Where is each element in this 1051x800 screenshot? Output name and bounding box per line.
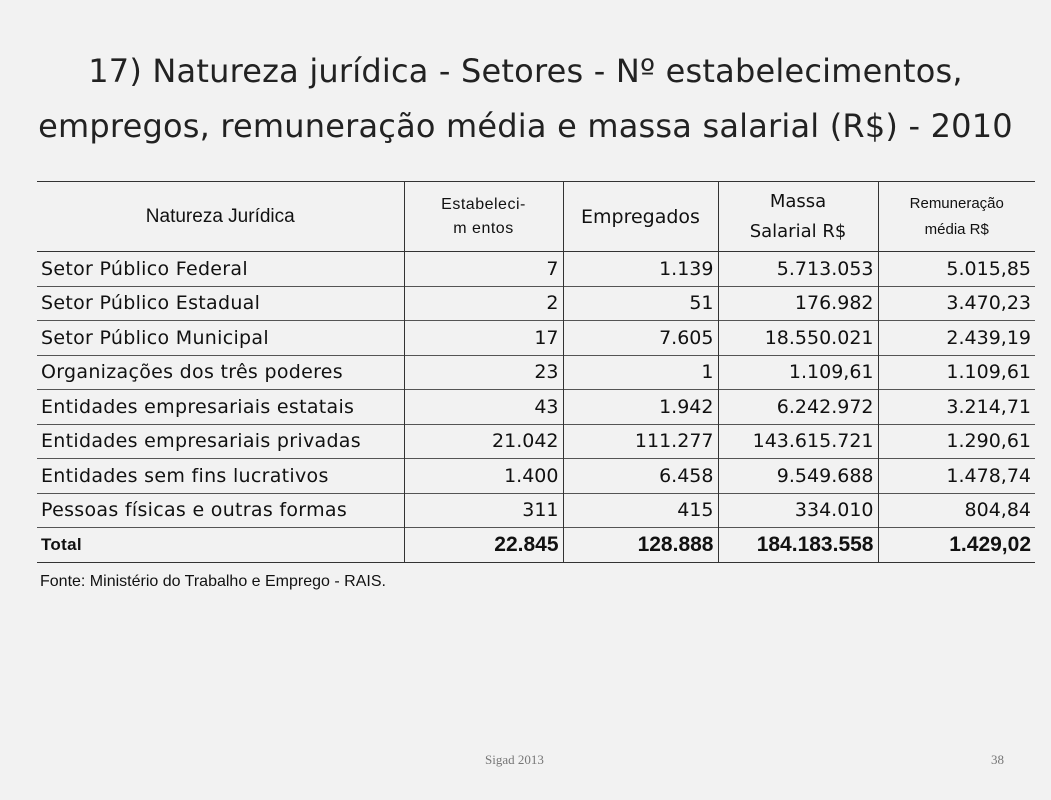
cell-remuneracao: 5.015,85 [946,257,1031,280]
table-total-row [37,528,1035,563]
cell-massa-salarial: 334.010 [718,493,878,528]
cell-estabelecimentos: 2 [404,286,563,321]
cell-name: Entidades sem fins lucrativos [37,459,404,494]
total-massa-salarial: 184.183.558 [718,528,878,563]
cell-remuneracao: 2.439,19 [946,326,1031,349]
header-massa-line-1: Massa [769,190,827,212]
total-remuneracao: 1.429,02 [949,532,1031,556]
footer-text: Sigad 2013 [485,752,544,767]
cell-name: Organizações dos três poderes [37,355,404,390]
cell-estabelecimentos: 21.042 [404,424,563,459]
cell-remuneracao: 3.214,71 [946,395,1031,418]
total-empregados: 128.888 [563,528,718,563]
page-number: 38 [991,752,1004,767]
table-row [37,321,1035,356]
cell-empregados: 51 [563,286,718,321]
data-table [37,181,1035,563]
total-label: Total [37,528,404,563]
cell-empregados: 1 [563,355,718,390]
table-row [37,355,1035,390]
header-remuneracao [878,182,1035,252]
header-estabelecimentos [404,182,563,252]
cell-name: Setor Público Federal [37,252,404,287]
cell-remuneracao: 1.109,61 [946,361,1031,384]
header-natureza: Natureza Jurídica [37,182,404,252]
header-massa-line-2: Salarial R$ [749,220,847,242]
table-row [37,493,1035,528]
cell-remuneracao: 804,84 [964,499,1031,522]
cell-estabelecimentos: 23 [404,355,563,390]
header-empregados: Empregados [563,182,718,252]
table-header-row [37,182,1035,252]
table-row [37,390,1035,425]
cell-name: Setor Público Estadual [37,286,404,321]
header-massa-salarial [718,182,878,252]
cell-name: Setor Público Municipal [37,321,404,356]
header-estabelecimentos-line-2: m entos [453,219,514,237]
total-estabelecimentos: 22.845 [404,528,563,563]
table-row [37,286,1035,321]
cell-massa-salarial: 9.549.688 [718,459,878,494]
source-note: Fonte: Ministério do Trabalho e Emprego - RAIS. [40,573,386,590]
cell-empregados: 1.139 [563,252,718,287]
slide-title-line-1: 17) Natureza jurídica - Setores - Nº estabelecimentos, [88,52,963,90]
cell-massa-salarial: 1.109,61 [718,355,878,390]
cell-estabelecimentos: 7 [404,252,563,287]
cell-estabelecimentos: 43 [404,390,563,425]
cell-remuneracao: 1.478,74 [946,464,1031,487]
table-row [37,424,1035,459]
cell-name: Entidades empresariais estatais [37,390,404,425]
cell-empregados: 6.458 [563,459,718,494]
cell-remuneracao: 1.290,61 [946,430,1031,453]
cell-empregados: 415 [563,493,718,528]
cell-name: Pessoas físicas e outras formas [37,493,404,528]
cell-massa-salarial: 5.713.053 [718,252,878,287]
cell-massa-salarial: 6.242.972 [718,390,878,425]
cell-massa-salarial: 143.615.721 [718,424,878,459]
table-row [37,459,1035,494]
cell-remuneracao: 3.470,23 [946,292,1031,315]
header-remuneracao-line-2: média R$ [924,220,989,238]
slide-title-line-2: empregos, remuneração média e massa salarial (R$) - 2010 [38,107,1013,145]
cell-empregados: 7.605 [563,321,718,356]
cell-massa-salarial: 176.982 [718,286,878,321]
cell-empregados: 111.277 [563,424,718,459]
slide-title [0,44,1051,154]
cell-estabelecimentos: 17 [404,321,563,356]
cell-empregados: 1.942 [563,390,718,425]
header-remuneracao-line-1: Remuneração [909,194,1004,212]
cell-estabelecimentos: 1.400 [404,459,563,494]
cell-name: Entidades empresariais privadas [37,424,404,459]
header-estabelecimentos-line-1: Estabeleci- [441,195,526,213]
cell-estabelecimentos: 311 [404,493,563,528]
cell-massa-salarial: 18.550.021 [718,321,878,356]
table-row [37,252,1035,287]
